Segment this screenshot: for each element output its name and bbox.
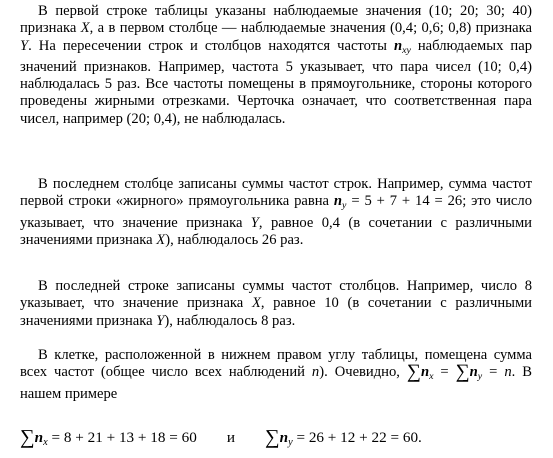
- variable-y: Y: [250, 214, 259, 231]
- text-span: В последнем столбце записаны суммы частот строк. Например, сумма частот первой строки «жирного» прямоугольника равна: [20, 176, 532, 210]
- text-span: ). Очевидно,: [319, 364, 407, 381]
- variable-y: Y: [20, 37, 29, 54]
- paragraph-row-sums: [20, 176, 532, 249]
- frequency-subscript: x: [429, 371, 434, 383]
- paragraph-table-description: [20, 3, 532, 128]
- text-span: , равное 0,4 (в сочетании с различными значениями признака: [20, 214, 532, 248]
- text-span: . На пересечении строк и столбцов находятся частоты: [28, 37, 394, 54]
- text-span: , равное 10 (в сочетании с различными значениями признака: [20, 295, 532, 329]
- frequency-symbol: n: [469, 364, 478, 381]
- frequency-symbol: n: [393, 37, 403, 54]
- text-span: , а в первом столбце — наблюдаемые значения (0,4; 0,6; 0,8) признака: [89, 20, 532, 37]
- variable-n: n: [311, 364, 320, 381]
- frequency-symbol: n: [279, 429, 289, 446]
- frequency-subscript: y: [288, 437, 293, 449]
- inline-equation: = 5 + 7 + 14 = 26: [346, 193, 463, 210]
- formula-right-expression: = 26 + 12 + 22 = 60.: [292, 429, 422, 446]
- variable-n: n: [504, 364, 512, 381]
- formula-conjunction: и: [226, 429, 235, 446]
- equals-sign: =: [482, 364, 505, 381]
- text-span: ), наблюдалось 8 раз.: [164, 312, 296, 329]
- frequency-subscript: y: [342, 200, 347, 212]
- sum-symbol: ∑: [406, 360, 421, 383]
- variable-x: X: [80, 20, 90, 37]
- equals-sign: =: [433, 364, 456, 381]
- sum-symbol: ∑: [20, 426, 35, 449]
- frequency-symbol: n: [420, 364, 430, 381]
- frequency-symbol: n: [333, 193, 343, 210]
- text-span: ; это число указывает, что значение признака: [20, 193, 532, 231]
- paragraph-column-sums: [20, 278, 532, 330]
- variable-y: Y: [156, 312, 165, 329]
- frequency-subscript: x: [43, 437, 48, 449]
- text-span: наблюдаемых пар значений признаков. Например, частота 5 указывает, что пара чисел (10; 0,4) наблюдалась 5 раз. Все частоты помещены в прямоугольнике, стороны которого проведены жирными отрезками. Черточка означает, что соответственная пара чисел, например (20; 0,4), не наблюдалась.: [20, 37, 532, 127]
- display-formula: [20, 426, 532, 452]
- text-span: В последней строке записаны суммы частот столбцов. Например, число 8 указывает, что значение признака: [20, 278, 532, 312]
- text-span: . В нашем примере: [20, 364, 532, 402]
- text-span: ), наблюдалось 26 раз.: [165, 231, 304, 248]
- frequency-symbol: n: [34, 429, 44, 446]
- sum-symbol: ∑: [455, 360, 470, 383]
- frequency-subscript: y: [477, 371, 483, 383]
- text-span: В клетке, расположенной в нижнем правом углу таблицы, помещена сумма всех частот (общее число всех наблюдений: [20, 347, 532, 381]
- variable-x: X: [251, 295, 261, 312]
- formula-left-expression: = 8 + 21 + 13 + 18 = 60: [47, 429, 197, 446]
- text-span: В первой строке таблицы указаны наблюдаемые значения (10; 20; 30; 40) признака: [20, 3, 532, 37]
- frequency-subscript: xy: [402, 44, 411, 56]
- variable-x: X: [156, 231, 166, 248]
- paragraph-total-sum: [20, 347, 532, 403]
- sum-symbol: ∑: [264, 426, 280, 449]
